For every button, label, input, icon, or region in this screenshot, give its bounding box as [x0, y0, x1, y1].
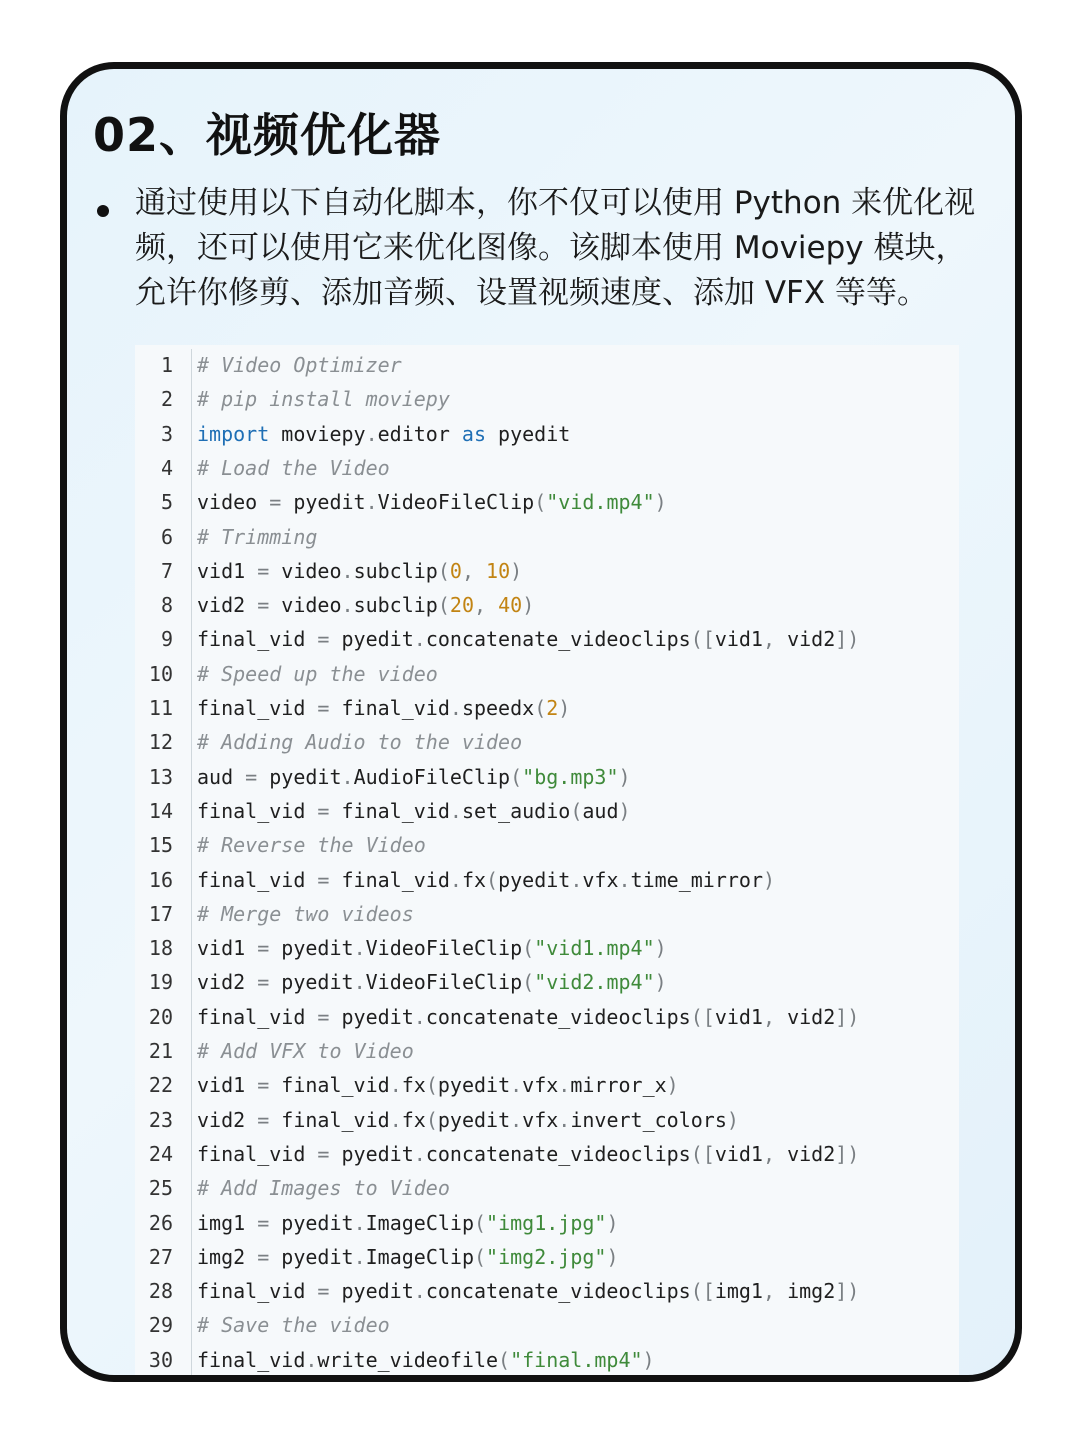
code-token: set_audio [461, 798, 571, 823]
code-token: vid2 [197, 593, 258, 618]
code-text [197, 520, 317, 554]
code-token: final_vid [197, 696, 318, 720]
code-token: ( [425, 1107, 438, 1132]
code-block [135, 345, 959, 1382]
code-token: . [341, 558, 354, 583]
code-token: ) [654, 970, 667, 995]
line-number: 5 [160, 490, 173, 515]
code-token: ([ [690, 627, 715, 652]
code-token: . [305, 1347, 318, 1372]
code-token: = [257, 1210, 270, 1235]
code-token: ( [473, 1210, 487, 1235]
code-token: . [558, 1073, 571, 1098]
code-token: pyedit [329, 1279, 414, 1304]
code-token: ]) [835, 1279, 860, 1304]
code-token: video [269, 593, 342, 618]
code-token: # Speed up the video [197, 661, 438, 686]
code-token: . [449, 798, 462, 823]
code-token: vid1 [714, 627, 763, 652]
code-token: , [762, 1004, 788, 1029]
line-number: 2 [160, 387, 173, 412]
code-token: ) [763, 867, 776, 892]
code-token: , [762, 1279, 788, 1304]
code-token: pyedit [437, 1073, 511, 1098]
code-text [197, 1171, 450, 1205]
code-token: pyedit [269, 936, 354, 961]
code-text [197, 1068, 679, 1102]
code-token: VideoFileClip [365, 970, 523, 995]
code-token: pyedit [329, 627, 414, 652]
code-line [135, 657, 959, 691]
code-token: # Trimming [197, 524, 318, 549]
code-token: pyedit [269, 1210, 354, 1235]
code-token: speedx [461, 696, 535, 720]
code-token: AudioFileClip [353, 764, 511, 789]
code-token: final_vid [197, 1004, 318, 1029]
line-number: 10 [148, 661, 173, 686]
code-line [135, 760, 959, 794]
code-token: vid1 [197, 936, 258, 961]
code-token: , [762, 1141, 788, 1166]
code-token: ) [510, 558, 523, 583]
code-text [197, 485, 667, 519]
code-token: vid2 [787, 1004, 836, 1029]
code-token: aud [582, 798, 619, 823]
code-token: vfx [522, 1107, 559, 1132]
code-token: "img2.jpg" [486, 1244, 607, 1269]
code-token: = [245, 764, 258, 789]
code-token: VideoFileClip [377, 490, 535, 515]
code-token: vid1 [714, 1004, 763, 1029]
code-text [197, 760, 631, 794]
code-token: ) [558, 696, 571, 720]
code-token: # Video Optimizer [197, 353, 402, 377]
line-number: 8 [160, 593, 173, 618]
code-text [197, 931, 667, 965]
code-token: subclip [353, 558, 438, 583]
code-token: pyedit [269, 1244, 354, 1269]
code-token: . [353, 970, 366, 995]
code-token: ) [654, 936, 667, 961]
code-token: "vid1.mp4" [534, 936, 655, 961]
code-token: mirror_x [570, 1073, 667, 1098]
code-text [197, 725, 522, 759]
code-token: import [197, 421, 270, 446]
code-token: = [269, 490, 282, 515]
code-token: final_vid [197, 867, 318, 892]
line-number: 11 [148, 696, 173, 720]
code-line [135, 1137, 959, 1171]
code-token: = [257, 970, 270, 995]
code-token: . [510, 1073, 523, 1098]
code-token: . [510, 1107, 523, 1132]
code-token: ) [606, 1244, 619, 1269]
code-token: = [257, 936, 270, 961]
code-token: # Add VFX to Video [197, 1039, 414, 1063]
code-token: ImageClip [365, 1210, 474, 1235]
code-token: = [317, 696, 330, 720]
code-token: . [341, 593, 354, 618]
line-number: 30 [148, 1347, 173, 1372]
code-token: . [413, 627, 426, 652]
code-text [197, 451, 390, 485]
code-token: pyedit [486, 421, 571, 446]
code-token: ImageClip [365, 1244, 474, 1269]
code-token: final_vid [269, 1107, 390, 1132]
line-number: 4 [160, 455, 173, 480]
code-text [197, 691, 570, 725]
code-token: as [461, 421, 487, 446]
code-token: pyedit [329, 1004, 414, 1029]
code-token: ( [570, 798, 583, 823]
code-token: ([ [690, 1141, 715, 1166]
code-token: "bg.mp3" [522, 764, 619, 789]
code-token: vfx [522, 1073, 559, 1098]
code-line [135, 897, 959, 931]
line-number: 29 [148, 1313, 173, 1338]
code-token: final_vid [329, 867, 450, 892]
code-token: . [570, 867, 583, 892]
line-number: 22 [148, 1073, 173, 1098]
code-token: , [461, 558, 487, 583]
code-token: final_vid [269, 1073, 390, 1098]
code-token: = [317, 1004, 330, 1029]
line-number: 16 [148, 867, 173, 892]
code-token: final_vid [197, 1279, 318, 1304]
line-number: 20 [148, 1004, 173, 1029]
code-token: ) [654, 490, 667, 515]
code-line [135, 1308, 959, 1342]
code-token: ) [666, 1073, 679, 1098]
code-line [135, 348, 959, 382]
code-token: vid1 [714, 1141, 763, 1166]
code-line [135, 382, 959, 416]
code-line [135, 451, 959, 485]
code-token: . [365, 490, 378, 515]
code-token: . [449, 696, 462, 720]
code-text [197, 1343, 655, 1377]
code-token: . [389, 1107, 402, 1132]
code-token: subclip [353, 593, 438, 618]
code-text [197, 1000, 859, 1034]
code-token: # Merge two videos [197, 901, 414, 926]
code-token: moviepy [269, 421, 366, 446]
code-token: img1 [714, 1279, 763, 1304]
code-token: img2 [197, 1244, 258, 1269]
code-token: concatenate_videoclips [425, 1279, 691, 1304]
code-line [135, 965, 959, 999]
code-token: vid2 [197, 1107, 258, 1132]
code-token: pyedit [437, 1107, 511, 1132]
code-token: . [341, 764, 354, 789]
code-token: # Reverse the Video [197, 833, 426, 858]
code-token: vid1 [197, 558, 258, 583]
code-line [135, 1171, 959, 1205]
code-token: ) [726, 1107, 739, 1132]
code-token: "final.mp4" [510, 1347, 643, 1372]
code-token: , [762, 627, 788, 652]
code-line [135, 554, 959, 588]
code-line [135, 1034, 959, 1068]
line-number: 1 [160, 353, 173, 377]
code-token: ]) [835, 1141, 860, 1166]
code-token: . [618, 867, 631, 892]
line-number: 14 [148, 798, 173, 823]
code-token: ) [618, 764, 631, 789]
line-number: 3 [160, 421, 173, 446]
line-number: 19 [148, 970, 173, 995]
code-token: ( [437, 558, 450, 583]
code-token: 0 [449, 558, 462, 583]
code-line [135, 828, 959, 862]
code-line [135, 1000, 959, 1034]
code-token: video [197, 490, 270, 515]
code-text [197, 1103, 739, 1137]
code-token: = [257, 593, 270, 618]
code-text [197, 1240, 619, 1274]
line-number: 6 [160, 524, 173, 549]
line-number: 7 [160, 558, 173, 583]
code-token: ( [534, 490, 547, 515]
code-token: = [257, 1107, 270, 1132]
code-line [135, 485, 959, 519]
code-token: ( [522, 970, 535, 995]
line-number: 21 [148, 1039, 173, 1063]
code-token: # Add Images to Video [197, 1176, 450, 1201]
code-token: = [317, 1279, 330, 1304]
code-token: vid2 [197, 970, 258, 995]
code-token: pyedit [329, 1141, 414, 1166]
code-token: 2 [546, 696, 559, 720]
code-token: aud [197, 764, 246, 789]
code-token: VideoFileClip [365, 936, 523, 961]
code-token: 10 [486, 558, 511, 583]
code-token: # Adding Audio to the video [197, 730, 523, 755]
code-token: . [353, 936, 366, 961]
code-token: . [413, 1141, 426, 1166]
code-token: vid1 [197, 1073, 258, 1098]
code-token: img1 [197, 1210, 258, 1235]
code-token: time_mirror [630, 867, 763, 892]
code-token: . [558, 1107, 571, 1132]
code-token: ) [606, 1210, 619, 1235]
code-token: = [257, 558, 270, 583]
code-text [197, 1274, 859, 1308]
code-line [135, 794, 959, 828]
line-number: 25 [148, 1176, 173, 1201]
line-number: 9 [160, 627, 173, 652]
code-token: ([ [690, 1004, 715, 1029]
code-token: . [389, 1073, 402, 1098]
code-token: ]) [835, 1004, 860, 1029]
code-token: write_videofile [317, 1347, 499, 1372]
code-text [197, 348, 402, 382]
content-card [60, 62, 1022, 1382]
code-token: concatenate_videoclips [425, 627, 691, 652]
code-line [135, 1274, 959, 1308]
code-text [197, 1308, 390, 1342]
line-number: 23 [148, 1107, 173, 1132]
code-token: # pip install moviepy [197, 387, 450, 412]
code-token: . [413, 1279, 426, 1304]
code-line [135, 863, 959, 897]
code-token: ( [437, 593, 450, 618]
line-number: 17 [148, 901, 173, 926]
code-token: final_vid [197, 1141, 318, 1166]
code-text [197, 897, 414, 931]
code-token: vid2 [787, 627, 836, 652]
description-bullet [97, 181, 997, 316]
code-token: ( [486, 867, 499, 892]
code-text [197, 1137, 859, 1171]
code-line [135, 417, 959, 451]
code-token: ([ [690, 1279, 715, 1304]
line-number: 13 [148, 764, 173, 789]
code-token: = [317, 627, 330, 652]
code-token: img2 [787, 1279, 836, 1304]
code-token: , [474, 593, 499, 618]
code-token: pyedit [281, 490, 366, 515]
code-token: = [317, 867, 330, 892]
code-token: . [413, 1004, 426, 1029]
code-token: "img1.jpg" [486, 1210, 607, 1235]
code-token: vfx [582, 867, 619, 892]
code-token: invert_colors [570, 1107, 727, 1132]
code-token: . [449, 867, 462, 892]
code-text [197, 828, 426, 862]
code-token: final_vid [329, 798, 450, 823]
code-token: ( [510, 764, 523, 789]
code-line [135, 691, 959, 725]
code-text [197, 965, 667, 999]
code-line [135, 1068, 959, 1102]
code-token: fx [401, 1073, 426, 1098]
code-token: pyedit [498, 867, 571, 892]
line-number: 18 [148, 936, 173, 961]
code-token: = [257, 1244, 270, 1269]
code-token: 40 [498, 593, 523, 618]
bullet-dot-icon [97, 205, 109, 217]
code-line [135, 1240, 959, 1274]
line-number: 12 [148, 730, 173, 755]
code-token: ) [618, 798, 631, 823]
section-heading: 02、视频优化器 [93, 108, 442, 162]
line-number: 15 [148, 833, 173, 858]
code-token: ( [473, 1244, 487, 1269]
code-token: . [353, 1244, 366, 1269]
code-line [135, 588, 959, 622]
code-token: ( [534, 696, 547, 720]
code-line [135, 931, 959, 965]
code-token: "vid2.mp4" [534, 970, 655, 995]
code-token: ( [522, 936, 535, 961]
line-number: 27 [148, 1244, 173, 1269]
code-token: pyedit [257, 764, 342, 789]
code-token: # Save the video [197, 1313, 390, 1338]
code-token: ( [498, 1347, 511, 1372]
code-line [135, 1206, 959, 1240]
code-token: 20 [449, 593, 474, 618]
code-token: "vid.mp4" [546, 490, 655, 515]
code-token: ) [642, 1347, 655, 1372]
code-token: fx [401, 1107, 426, 1132]
code-token: . [365, 421, 378, 446]
code-token: . [353, 1210, 366, 1235]
code-line [135, 622, 959, 656]
code-token: video [269, 558, 342, 583]
code-text [197, 382, 450, 416]
line-number: 26 [148, 1210, 173, 1235]
line-number: 24 [148, 1141, 173, 1166]
code-token: concatenate_videoclips [425, 1004, 691, 1029]
code-text [197, 1206, 619, 1240]
code-text [197, 794, 631, 828]
code-text [197, 863, 775, 897]
code-token: pyedit [269, 970, 354, 995]
code-token: final_vid [197, 627, 318, 652]
code-text [197, 622, 859, 656]
code-token: final_vid [197, 1347, 306, 1372]
code-token: = [317, 798, 330, 823]
code-token: concatenate_videoclips [425, 1141, 691, 1166]
code-text [197, 554, 522, 588]
code-token: = [257, 1073, 270, 1098]
code-token: ]) [835, 627, 860, 652]
code-text [197, 657, 438, 691]
code-line [135, 1103, 959, 1137]
code-token: final_vid [197, 798, 318, 823]
code-text [197, 588, 534, 622]
code-token: # Load the Video [197, 455, 390, 480]
code-token: = [317, 1141, 330, 1166]
code-line [135, 520, 959, 554]
code-text [197, 1034, 414, 1068]
line-number: 28 [148, 1279, 173, 1304]
code-token: final_vid [329, 696, 450, 720]
code-token: ) [522, 593, 535, 618]
code-token: vid2 [787, 1141, 836, 1166]
code-token: editor [377, 421, 462, 446]
code-token: ( [425, 1073, 438, 1098]
code-line [135, 725, 959, 759]
description-text: 通过使用以下自动化脚本，你不仅可以使用 Python 来优化视频，还可以使用它来优化图像。该脚本使用 Moviepy 模块，允许你修剪、添加音频、设置视频速度、添加 VFX 等等。 [135, 185, 976, 311]
code-text [197, 417, 570, 451]
code-line [135, 1343, 959, 1377]
code-token: fx [461, 867, 487, 892]
